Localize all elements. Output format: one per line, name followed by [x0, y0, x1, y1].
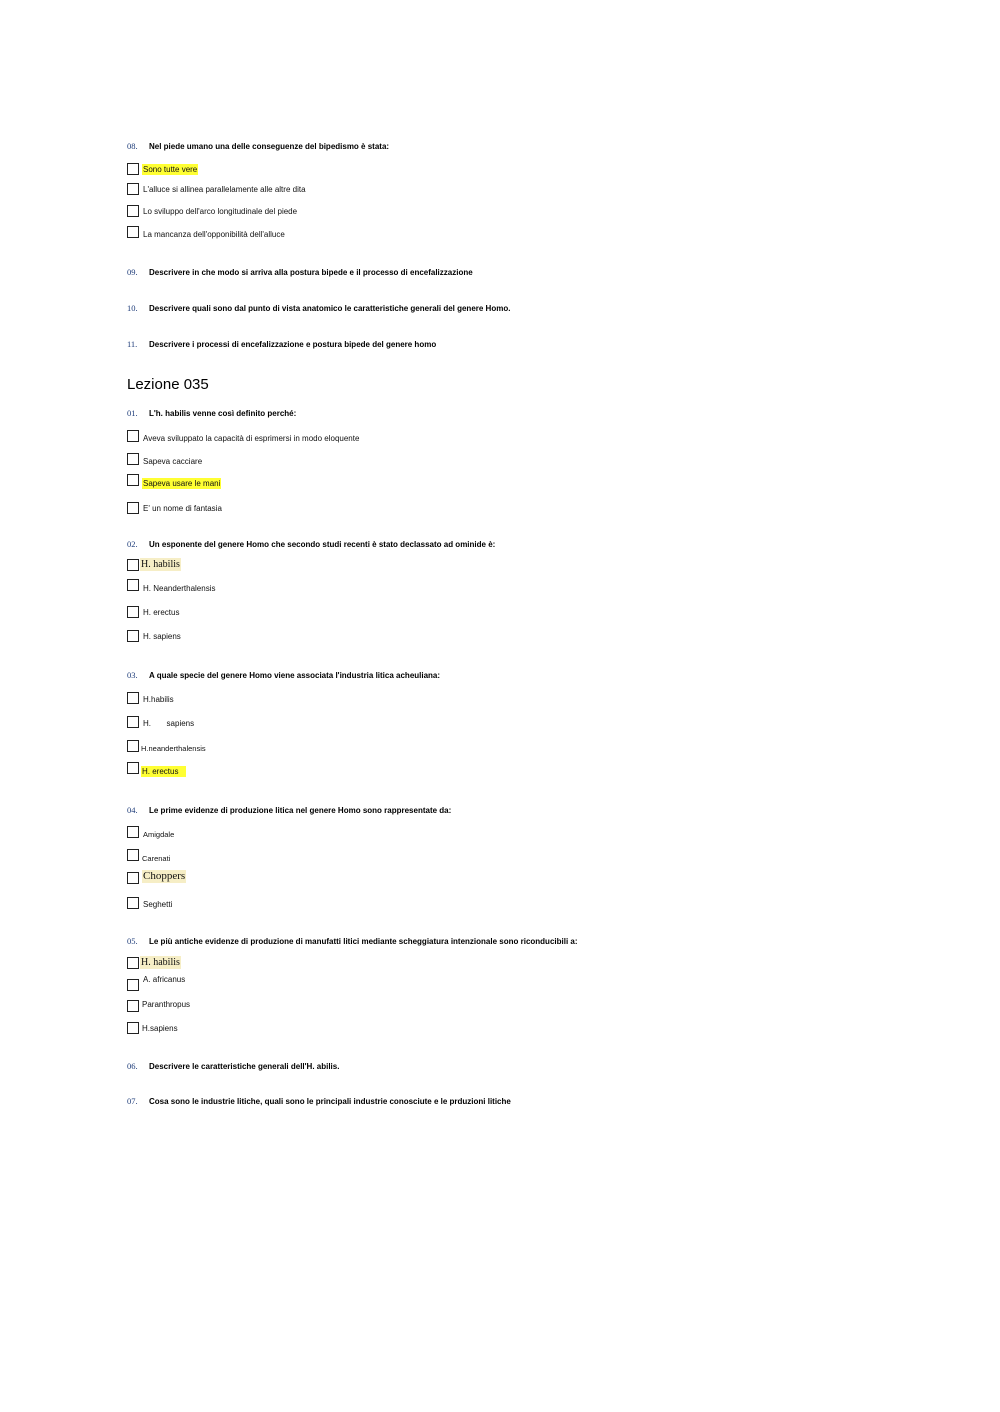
question-number: 07. — [127, 1096, 138, 1106]
checkbox[interactable] — [127, 579, 139, 591]
question-02 — [127, 539, 495, 549]
question-09 — [127, 267, 473, 277]
answer-label: H. erectus — [143, 608, 180, 617]
question-number: 04. — [127, 805, 138, 815]
question-number: 01. — [127, 408, 138, 418]
answer-label: H.sapiens — [142, 1024, 178, 1033]
question-10 — [127, 303, 510, 313]
answer-label: La mancanza dell'opponibilità dell'alluce — [143, 230, 285, 239]
question-text: Descrivere in che modo si arriva alla postura bipede e il processo di encefalizzazione — [149, 268, 473, 277]
checkbox[interactable] — [127, 979, 139, 991]
answer-label: Sapeva usare le mani — [143, 479, 221, 488]
checkbox[interactable] — [127, 183, 139, 195]
question-text: Descrivere le caratteristiche generali dell'H. abilis. — [149, 1062, 340, 1071]
checkbox[interactable] — [127, 430, 139, 442]
checkbox[interactable] — [127, 957, 139, 969]
question-number: 05. — [127, 936, 138, 946]
question-05 — [127, 936, 578, 946]
answer-label: Choppers — [143, 870, 186, 882]
answer-label: Amigdale — [143, 830, 175, 839]
answer-label: Seghetti — [143, 900, 173, 909]
question-number: 08. — [127, 141, 138, 151]
checkbox[interactable] — [127, 897, 139, 909]
answer-label: L'alluce si allinea parallelamente alle altre dita — [143, 185, 306, 194]
answer-label: H. Neanderthalensis — [143, 584, 216, 593]
checkbox[interactable] — [127, 606, 139, 618]
checkbox[interactable] — [127, 740, 139, 752]
checkbox[interactable] — [127, 205, 139, 217]
answer-label: Carenati — [142, 854, 171, 863]
answer-label: Aveva sviluppato la capacità di esprimersi in modo eloquente — [143, 434, 360, 443]
checkbox[interactable] — [127, 1022, 139, 1034]
question-text: L'h. habilis venne così definito perché: — [149, 409, 297, 418]
question-06 — [127, 1061, 339, 1071]
checkbox[interactable] — [127, 826, 139, 838]
question-text: A quale specie del genere Homo viene associata l'industria litica acheuliana: — [149, 671, 441, 680]
checkbox[interactable] — [127, 474, 139, 486]
answer-label: H. habilis — [141, 957, 180, 968]
answer-label: H.habilis — [143, 695, 174, 704]
question-number: 02. — [127, 539, 138, 549]
answer-label: H. habilis — [141, 559, 180, 570]
answer-label: H. sapiens — [143, 719, 195, 728]
answer-label: Lo sviluppo dell'arco longitudinale del piede — [143, 207, 298, 216]
question-number: 06. — [127, 1061, 138, 1071]
question-number: 10. — [127, 303, 138, 313]
answer-label: A. africanus — [143, 975, 186, 984]
question-number: 03. — [127, 670, 138, 680]
question-text: Le prime evidenze di produzione litica nel genere Homo sono rappresentate da: — [149, 806, 452, 815]
checkbox[interactable] — [127, 559, 139, 571]
answer-label: Sapeva cacciare — [143, 457, 203, 466]
question-text: Cosa sono le industrie litiche, quali sono le principali industrie conosciute e le prduzioni litiche — [149, 1097, 511, 1106]
checkbox[interactable] — [127, 1000, 139, 1012]
question-number: 09. — [127, 267, 138, 277]
answer-label: E' un nome di fantasia — [143, 504, 222, 513]
checkbox[interactable] — [127, 226, 139, 238]
question-08 — [127, 141, 389, 151]
question-07 — [127, 1096, 511, 1106]
answer-label: H.neanderthalensis — [141, 744, 206, 753]
question-text: Un esponente del genere Homo che secondo studi recenti è stato declassato ad ominide è: — [149, 540, 496, 549]
lesson-heading: Lezione 035 — [127, 376, 209, 393]
question-text: Nel piede umano una delle conseguenze del bipedismo è stata: — [149, 142, 390, 151]
question-01 — [127, 408, 296, 418]
question-03 — [127, 670, 440, 680]
checkbox[interactable] — [127, 716, 139, 728]
checkbox[interactable] — [127, 692, 139, 704]
answer-label: Sono tutte vere — [143, 165, 198, 174]
checkbox[interactable] — [127, 163, 139, 175]
checkbox[interactable] — [127, 872, 139, 884]
checkbox[interactable] — [127, 849, 139, 861]
checkbox[interactable] — [127, 630, 139, 642]
question-text: Le più antiche evidenze di produzione di manufatti litici mediante scheggiatura intenzionale sono riconducibili a: — [149, 937, 578, 946]
checkbox[interactable] — [127, 453, 139, 465]
answer-label: H. erectus — [141, 766, 186, 777]
checkbox[interactable] — [127, 502, 139, 514]
question-text: Descrivere quali sono dal punto di vista anatomico le caratteristiche generali del genere Homo. — [149, 304, 511, 313]
question-11 — [127, 339, 436, 349]
answer-label: Paranthropus — [142, 1000, 191, 1009]
answer-label: H. sapiens — [143, 632, 181, 641]
checkbox[interactable] — [127, 762, 139, 774]
question-04 — [127, 805, 451, 815]
question-text: Descrivere i processi di encefalizzazione e postura bipede del genere homo — [149, 340, 437, 349]
question-number: 11. — [127, 339, 138, 349]
